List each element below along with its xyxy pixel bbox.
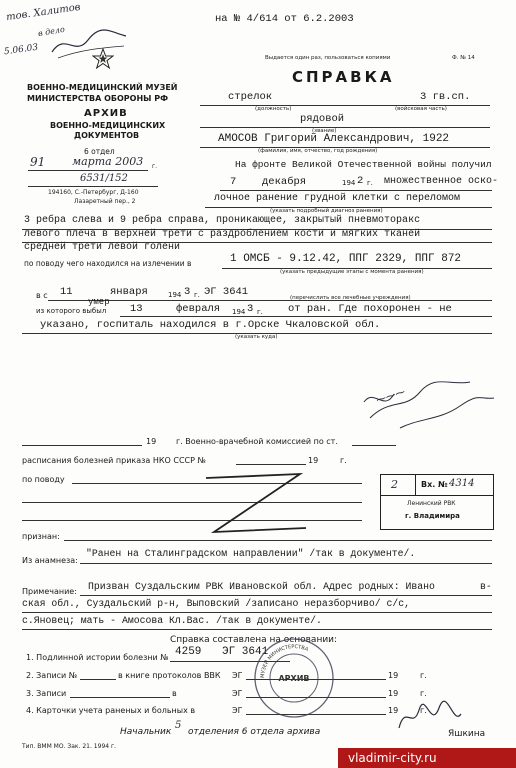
died-prefix: из которого выбыл <box>36 307 107 315</box>
anamnesis-value: "Ранен на Сталинградском направлении" /так в документе/. <box>86 548 416 559</box>
stamp-box-line2: Ленинский РВК <box>407 500 456 507</box>
note-line-1b: в- <box>480 581 492 592</box>
org-number-hand: 6531/152 <box>80 173 128 184</box>
star-emblem-icon <box>92 48 114 70</box>
died-year-pre: 194 <box>232 308 246 316</box>
commission-order-year-suffix: г. <box>340 456 347 465</box>
basis-item-3-suffix: г. <box>420 689 427 698</box>
commission-schedule: расписания болезней приказа НКО СССР № <box>22 456 206 465</box>
incoming-stamp-box <box>380 474 494 530</box>
wound-diag-5: средней трети левой голени <box>24 242 181 253</box>
rank-value: рядовой <box>300 113 345 125</box>
wound-year-suffix: г. <box>367 179 373 187</box>
note-underline-2 <box>22 612 492 613</box>
basis-title: Справка составлена на основании: <box>170 635 338 645</box>
died-month: февраля <box>176 303 221 315</box>
died-suffix: г. <box>257 308 263 316</box>
commission-text: г. Военно-врачебной комиссией по ст. <box>176 437 338 446</box>
org-date-hand: марта 2003 <box>72 155 144 168</box>
document-title: СПРАВКА <box>292 68 395 86</box>
basis-item-4-year: 19 <box>388 706 399 715</box>
basis-item-4-suffix: г. <box>420 706 427 715</box>
died-text: от ран. Где похоронен - не <box>288 303 452 315</box>
side-scribble-icon <box>360 378 500 438</box>
corner-note-2: 5.06.03 <box>3 42 39 58</box>
dept-text: отделения 6 отдела архива <box>188 727 321 737</box>
issue-note: Выдается один раз, пользоваться копиями <box>265 55 391 61</box>
note-underline-3 <box>22 629 492 630</box>
basis-item-3-line-a <box>70 697 170 698</box>
stamp-ring-text: МУЗЕЙ МИНИСТЕРСТВА <box>259 643 309 679</box>
from-year-pre: 194 <box>168 291 182 299</box>
treat-sublabel: (указать предыдущие этапы с момента ранения) <box>280 269 424 275</box>
stamp-center-text: АРХИВ <box>278 674 310 683</box>
from-year: 3 <box>184 286 191 298</box>
commission-date-line <box>22 445 142 446</box>
org-date-underline <box>28 170 148 171</box>
commission-recognized: признан: <box>22 532 60 541</box>
stamp-box-num: 4314 <box>449 478 475 489</box>
printer-note: Тип. ВММ МО. Зак. 21. 1994 г. <box>22 743 117 750</box>
name-label: (фамилия, имя, отчество, год рождения) <box>258 148 378 154</box>
corner-note-3: в дело <box>37 24 66 39</box>
dest-where-label: (указать куда) <box>235 334 278 340</box>
anamnesis-label: Из анамнеза: <box>22 556 78 565</box>
from-month: января <box>110 286 148 298</box>
position-label: (должность) <box>255 106 292 112</box>
died-year: 3 <box>247 303 254 315</box>
signer-name: Яшкина <box>448 729 486 739</box>
basis-item-2-line-a <box>80 679 116 680</box>
archive-round-stamp <box>252 636 336 720</box>
basis-item-2: 2. Записи № <box>26 671 78 680</box>
org-line-4: ВОЕННО-МЕДИЦИНСКИХ <box>50 121 166 130</box>
treat-value: 1 ОМСБ - 9.12.42, ППГ 2329, ППГ 872 <box>230 253 462 265</box>
anamnesis-underline <box>80 563 492 564</box>
note-line-1: Призван Суздальским РВК Ивановской обл. Адрес родных: Ивано <box>88 581 435 592</box>
died-word: умер <box>88 297 110 307</box>
org-date-year-suffix: г. <box>152 163 158 170</box>
basis-item-3-eg: ЭГ <box>232 689 243 698</box>
basis-item-1-eg: ЭГ 3641 <box>222 646 269 658</box>
diag-label: (указать подробный диагноз ранения) <box>270 208 383 214</box>
wound-diag-2: лочное ранение грудной клетки с переломом <box>214 193 461 204</box>
from-where: ЭГ 3641 <box>204 286 249 298</box>
from-day: 11 <box>60 286 73 298</box>
org-line-1: ВОЕННО-МЕДИЦИНСКИЙ МУЗЕЙ <box>27 83 178 92</box>
org-line-5: ДОКУМЕНТОВ <box>74 131 140 140</box>
chief-label: Начальник <box>120 727 172 737</box>
corner-signature-icon <box>50 22 130 62</box>
wound-underline-1 <box>220 190 492 191</box>
note-label: Примечание: <box>22 587 77 596</box>
died-day: 13 <box>130 303 143 315</box>
watermark-banner <box>338 748 516 768</box>
commission-year: 19 <box>146 437 157 446</box>
rank-underline <box>200 127 490 128</box>
z-strikethrough-icon <box>200 470 310 540</box>
commission-reason: по поводу <box>22 475 65 484</box>
note-line-2: ская обл., Суздальский р-н, Выповский /записано неразборчиво/ с/с, <box>22 598 411 609</box>
unit-label: (войсковая часть) <box>395 106 447 112</box>
dest-label: (перечислить все лечебные учреждения) <box>290 295 411 301</box>
wound-year-pre: 194 <box>342 179 356 187</box>
from-underline <box>48 300 492 301</box>
wound-diag-4: левого плеча в верхней трети с раздроблением кости и мягких тканей <box>24 229 421 240</box>
note-line-3: с.Яновец; мать - Амосова Кл.Вас. /так в документе/. <box>22 615 322 626</box>
stamp-box-line1: Вх. № <box>421 480 448 489</box>
commission-article-line <box>352 445 396 446</box>
front-text: На фронте Великой Отечественной войны получил <box>235 159 492 170</box>
basis-item-2-eg: ЭГ <box>232 671 243 680</box>
stamp-box-line3: г. Владимира <box>405 512 460 520</box>
basis-item-2-mid: в книге протоколов ВВК <box>118 671 221 680</box>
org-line-2: МИНИСТЕРСТВА ОБОРОНЫ РФ <box>27 94 169 103</box>
dept-number: 5 <box>175 720 182 731</box>
died-underline <box>120 316 492 317</box>
basis-item-2-year: 19 <box>388 671 399 680</box>
wound-diag-3: 3 ребра слева и 9 ребра справа, проникающее, закрытый пневмоторакс <box>24 215 421 226</box>
basis-item-3-year: 19 <box>388 689 399 698</box>
basis-item-3-pre: в <box>172 689 177 698</box>
commission-order-line <box>236 464 306 465</box>
wound-diag-1: множественное оско- <box>384 176 499 187</box>
commission-order-year: 19 <box>308 456 319 465</box>
org-address: 194160, С.-Петербург, Д-160 <box>48 189 139 196</box>
side-hand-note: ⁓⁓⁓ <box>374 386 407 407</box>
wound-day: 7 <box>230 176 237 188</box>
basis-item-1-value: 4259 <box>175 646 202 658</box>
wound-year: 2 <box>357 175 364 187</box>
watermark-text: vladimir-city.ru <box>348 751 437 765</box>
from-prefix: в с <box>36 291 48 300</box>
wound-month: декабря <box>262 176 307 188</box>
basis-item-4: 4. Карточки учета раненых и больных в <box>26 706 196 715</box>
rank-label: (звание) <box>312 128 337 134</box>
org-address-2: Лазаретный пер., 2 <box>74 198 136 205</box>
corner-note-1: тов. Халитов <box>5 1 82 24</box>
org-dept: 6 отдел <box>84 147 115 156</box>
basis-item-2-suffix: г. <box>420 671 427 680</box>
treat-label: по поводу чего находился на излечении в <box>24 259 192 268</box>
unit-value: 3 гв.сп. <box>420 91 471 103</box>
note-underline-1 <box>80 595 492 596</box>
org-number-underline <box>28 186 158 187</box>
name-value: АМОСОВ Григорий Александрович, 1922 <box>218 133 450 145</box>
org-date-prefix: 91 <box>30 155 46 169</box>
basis-item-4-eg: ЭГ <box>232 706 243 715</box>
from-suffix: г. <box>194 291 200 299</box>
stamp-box-date: 2 <box>391 478 398 491</box>
recognized-line <box>64 540 492 541</box>
basis-item-1: 1. Подлинной истории болезни № <box>26 653 169 662</box>
form-number: Ф. № 14 <box>452 55 475 61</box>
reason-line-2 <box>22 502 362 503</box>
died-text-2: указано, госпиталь находился в г.Орске Чкаловской обл. <box>40 319 381 331</box>
ref-number: на № 4/614 от 6.2.2003 <box>215 13 354 25</box>
org-line-3: АРХИВ <box>84 108 128 119</box>
position-value: стрелок <box>228 91 273 103</box>
reason-line-3 <box>22 520 362 521</box>
basis-item-3: 3. Записи <box>26 689 67 698</box>
